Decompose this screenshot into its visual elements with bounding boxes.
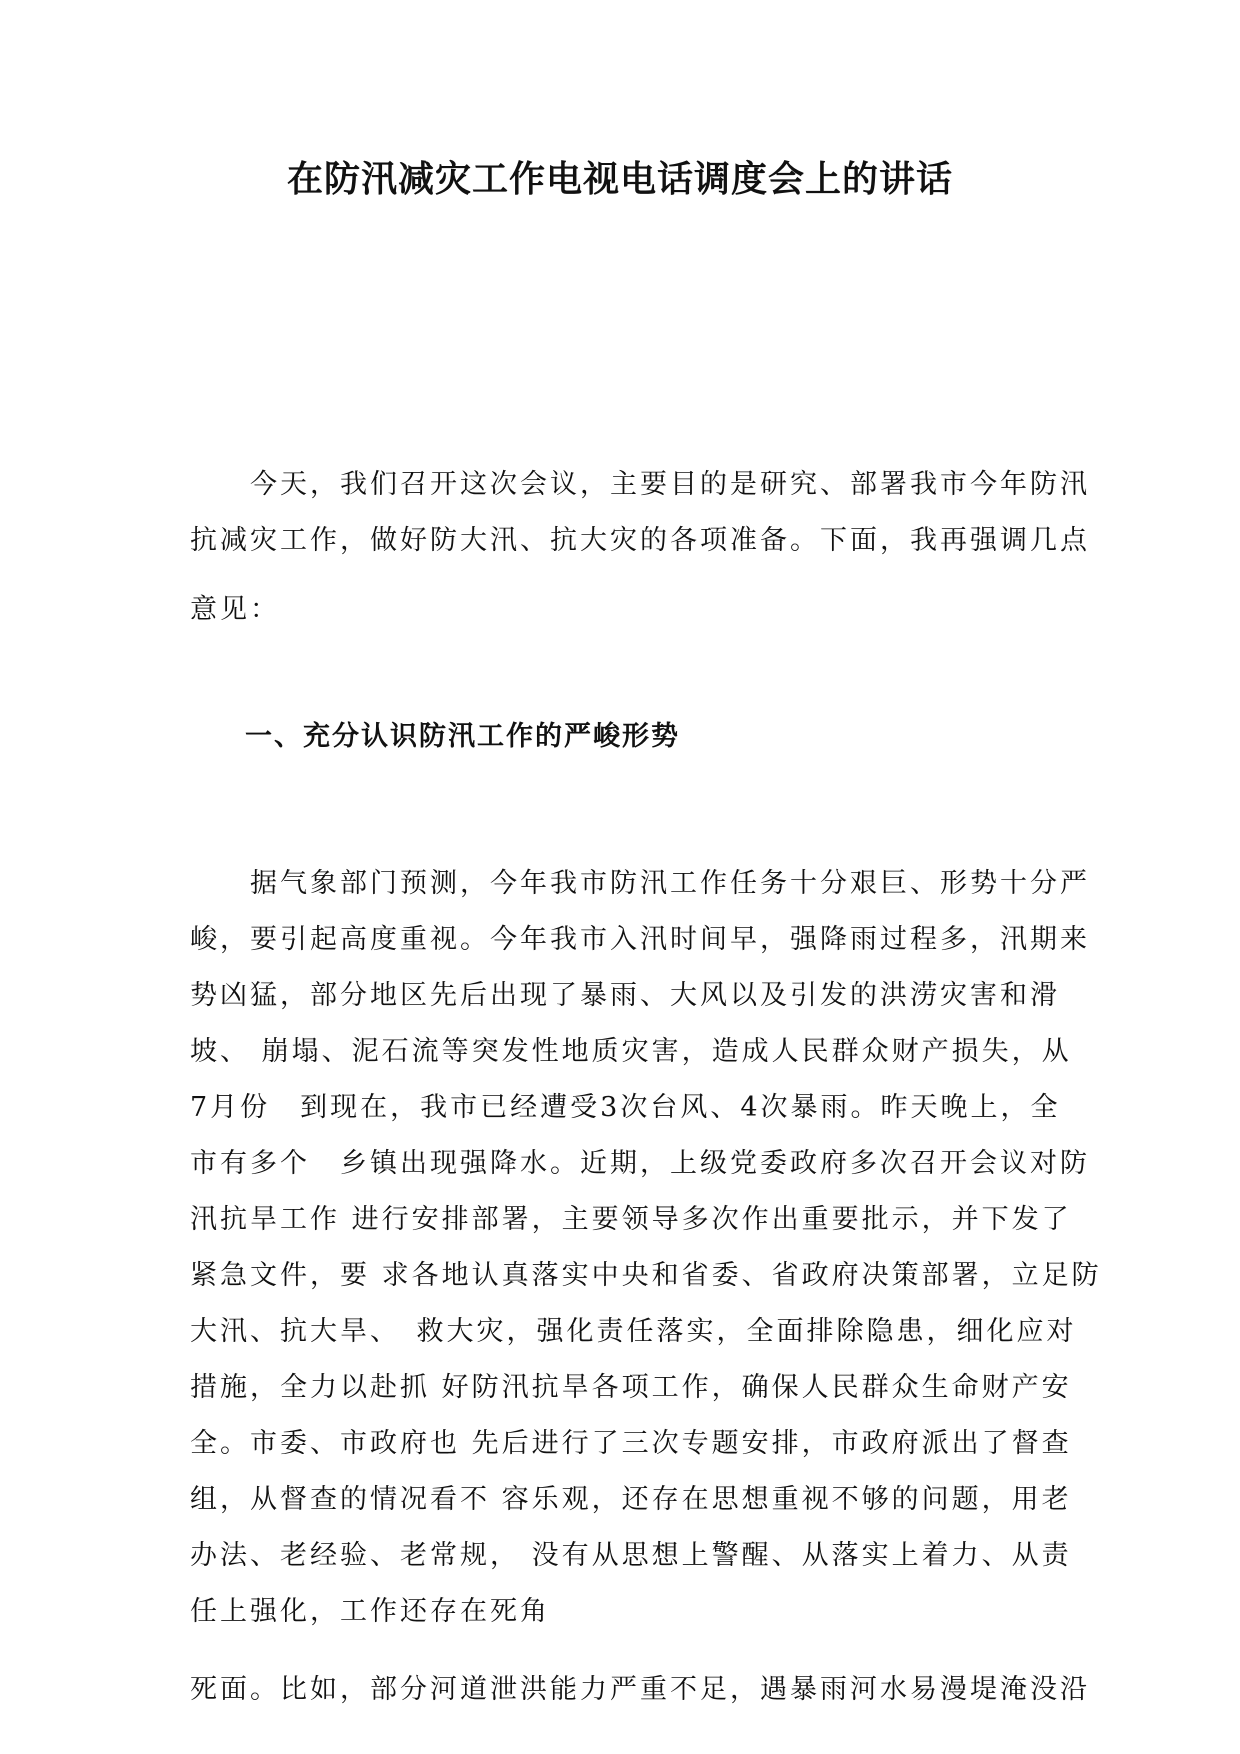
section-heading: 一、充分认识防汛工作的严峻形势 (245, 721, 680, 752)
intro-line: 今天，我们召开这次会议，主要目的是研究、部署我市今年防汛 (190, 469, 1090, 500)
body-line: 据气象部门预测，今年我市防汛工作任务十分艰巨、形势十分严 (190, 868, 1090, 899)
body-line: 势凶猛，部分地区先后出现了暴雨、大风以及引发的洪涝灾害和滑 (190, 980, 1060, 1011)
intro-line: 抗减灾工作，做好防大汛、抗大灾的各项准备。下面，我再强调几点 (190, 525, 1090, 556)
continuation-line: 死面。比如，部分河道泄洪能力严重不足，遇暴雨河水易漫堤淹没沿 (190, 1674, 1090, 1705)
body-line: 组，从督查的情况看不 容乐观，还存在思想重视不够的问题，用老 (190, 1484, 1072, 1515)
body-line: 峻，要引起高度重视。今年我市入汛时间早，强降雨过程多，汛期来 (190, 924, 1090, 955)
body-line: 办法、老经验、老常规， 没有从思想上警醒、从落实上着力、从责 (190, 1540, 1072, 1571)
body-line: 大汛、抗大旱、 救大灾，强化责任落实，全面排除隐患，细化应对 (190, 1316, 1077, 1347)
body-line: 任上强化，工作还存在死角 (190, 1596, 550, 1627)
intro-line: 意见： (190, 594, 280, 625)
body-line: 坡、 崩塌、泥石流等突发性地质灾害，造成人民群众财产损失，从 (190, 1036, 1072, 1067)
body-line: 市有多个 乡镇出现强降水。近期，上级党委政府多次召开会议对防 (190, 1148, 1090, 1179)
document-title: 在防汛减灾工作电视电话调度会上的讲话 (286, 159, 953, 200)
body-line: 紧急文件，要 求各地认真落实中央和省委、省政府决策部署，立足防 (190, 1260, 1102, 1291)
body-line: 措施，全力以赴抓 好防汛抗旱各项工作，确保人民群众生命财产安 (190, 1372, 1072, 1403)
body-line: 7月份 到现在，我市已经遭受3次台风、4次暴雨。昨天晚上，全 (190, 1092, 1061, 1123)
body-line: 全。市委、市政府也 先后进行了三次专题安排，市政府派出了督查 (190, 1428, 1072, 1459)
body-line: 汛抗旱工作 进行安排部署，主要领导多次作出重要批示，并下发了 (190, 1204, 1072, 1235)
